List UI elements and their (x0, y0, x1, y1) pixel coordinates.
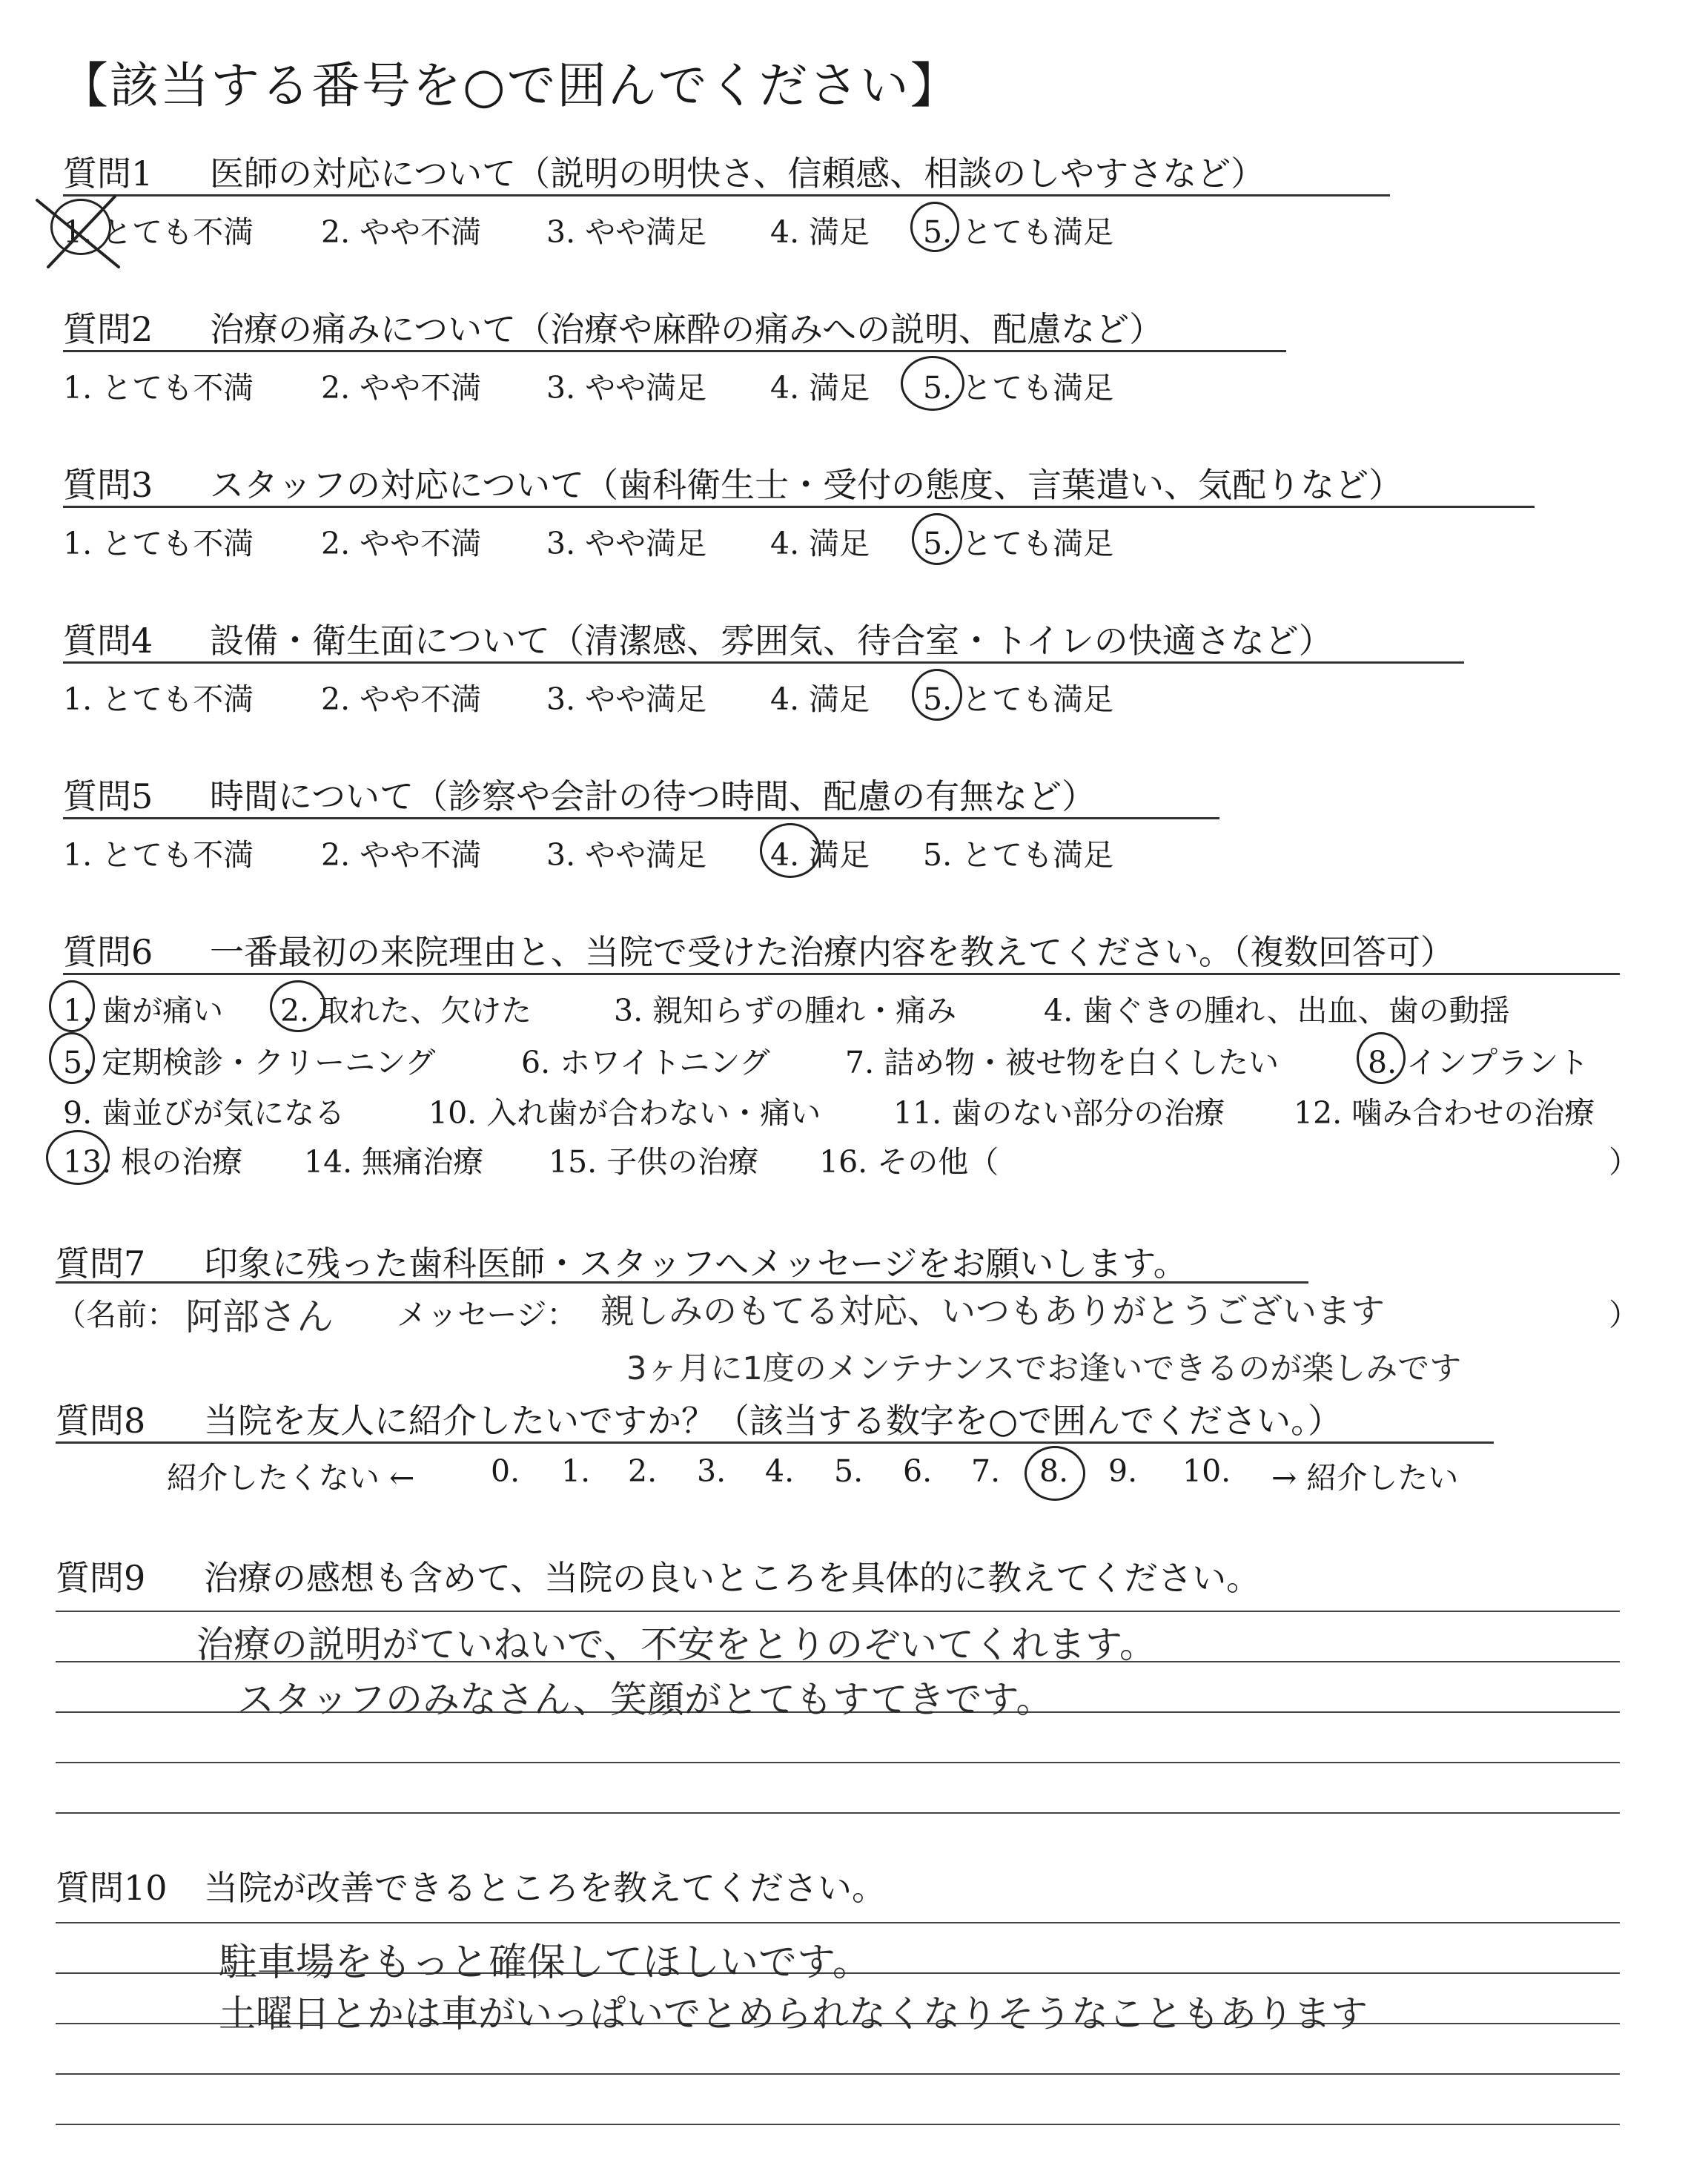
q10-answer-handwritten-line2: 土曜日とかは車がいっぱいでとめられなくなりそうなこともあります (219, 1992, 1368, 2035)
q4-text: 設備・衛生面について（清潔感、雰囲気、待合室・トイレの快適さなど） (210, 621, 1333, 661)
q5-text: 時間について（診察や会計の待つ時間、配慮の有無など） (210, 776, 1096, 816)
q5-option-5[interactable]: 5. とても満足 (923, 837, 1114, 873)
q8-scale-1[interactable]: 1. (561, 1453, 591, 1489)
q1-option-5[interactable]: 5. とても満足 (923, 214, 1114, 250)
q2-option-2[interactable]: 2. やや不満 (321, 370, 482, 406)
q8-scale-9[interactable]: 9. (1108, 1453, 1138, 1489)
q3-underline (63, 506, 1535, 508)
q9-writing-line-4 (56, 1762, 1620, 1763)
q6-underline (63, 973, 1620, 975)
q9-answer-handwritten-line1: 治療の説明がていねいで、不安をとりのぞいてくれます。 (196, 1623, 1156, 1666)
q6-option-10[interactable]: 10. 入れ歯が合わない・痛い (428, 1095, 821, 1131)
q7-name-handwritten: 阿部さん (185, 1295, 334, 1338)
q1-circle-mark (910, 202, 959, 252)
q6-option-14[interactable]: 14. 無痛治療 (304, 1144, 484, 1180)
q8-underline (56, 1441, 1494, 1444)
q3-option-4[interactable]: 4. 満足 (770, 526, 870, 561)
q8-label: 質問8 (56, 1401, 146, 1441)
q10-text: 当院が改善できるところを教えてください。 (204, 1868, 886, 1908)
q10-label: 質問10 (56, 1868, 168, 1908)
q6-option-11[interactable]: 11. 歯のない部分の治療 (893, 1095, 1225, 1131)
q2-underline (63, 350, 1286, 352)
q3-option-1[interactable]: 1. とても不満 (63, 526, 254, 561)
q7-label: 質問7 (56, 1244, 146, 1284)
q3-label: 質問3 (63, 465, 153, 505)
q1-option-3[interactable]: 3. やや満足 (546, 214, 707, 250)
q6-circle-mark-13 (46, 1130, 110, 1185)
q6-other-close: ） (1609, 1144, 1639, 1180)
q6-option-2[interactable]: 2. 取れた、欠けた (280, 993, 532, 1028)
q8-scale-4[interactable]: 4. (765, 1453, 795, 1489)
q8-right-label: → 紹介したい (1271, 1460, 1459, 1496)
q10-writing-line-1 (56, 1922, 1620, 1923)
q7-close-paren: ） (1609, 1297, 1639, 1332)
q6-option-12[interactable]: 12. 噛み合わせの治療 (1294, 1095, 1595, 1131)
q7-underline (56, 1281, 1308, 1284)
q1-label: 質問1 (63, 153, 153, 194)
q10-answer-handwritten-line1: 駐車場をもっと確保してほしいです。 (219, 1941, 871, 1985)
q6-circle-mark-2 (270, 980, 326, 1032)
q3-option-3[interactable]: 3. やや満足 (546, 526, 707, 561)
q5-underline (63, 817, 1219, 819)
q10-writing-line-5 (56, 2124, 1620, 2125)
q9-text: 治療の感想も含めて、当院の良いところを具体的に教えてください。 (204, 1558, 1261, 1598)
q1-option-4[interactable]: 4. 満足 (770, 214, 870, 250)
q4-option-3[interactable]: 3. やや満足 (546, 681, 707, 717)
q6-option-5[interactable]: 5. 定期検診・クリーニング (63, 1045, 436, 1080)
q3-option-2[interactable]: 2. やや不満 (321, 526, 482, 561)
q9-label: 質問9 (56, 1558, 146, 1598)
q6-option-15[interactable]: 15. 子供の治療 (549, 1144, 759, 1180)
q10-writing-line-4 (56, 2073, 1620, 2075)
q8-circle-mark (1025, 1446, 1085, 1501)
q2-option-5[interactable]: 5. とても満足 (923, 370, 1114, 406)
q1-underline (63, 194, 1390, 196)
q8-scale-10[interactable]: 10. (1182, 1453, 1231, 1489)
q1-cross-mark (30, 185, 126, 274)
q4-option-2[interactable]: 2. やや不満 (321, 681, 482, 717)
q6-label: 質問6 (63, 932, 153, 972)
q2-label: 質問2 (63, 309, 153, 349)
q5-option-1[interactable]: 1. とても不満 (63, 837, 254, 873)
q6-option-1[interactable]: 1. 歯が痛い (63, 993, 224, 1028)
q5-option-3[interactable]: 3. やや満足 (546, 837, 707, 873)
q5-circle-mark (760, 823, 821, 878)
q2-option-1[interactable]: 1. とても不満 (63, 370, 254, 406)
q1-text: 医師の対応について（説明の明快さ、信頼感、相談のしやすさなど） (210, 153, 1265, 194)
q4-option-1[interactable]: 1. とても不満 (63, 681, 254, 717)
q1-option-2[interactable]: 2. やや不満 (321, 214, 482, 250)
q9-writing-line-5 (56, 1812, 1620, 1814)
q6-circle-mark-1 (49, 980, 95, 1032)
page-title: 【該当する番号を○で囲んでください】 (59, 57, 961, 114)
q8-left-label: 紹介したくない ← (167, 1460, 415, 1496)
q4-underline (63, 661, 1464, 664)
q6-option-4[interactable]: 4. 歯ぐきの腫れ、出血、歯の動揺 (1044, 993, 1510, 1028)
q2-option-4[interactable]: 4. 満足 (770, 370, 870, 406)
q8-scale-7[interactable]: 7. (971, 1453, 1001, 1489)
q5-label: 質問5 (63, 776, 153, 816)
q6-text: 一番最初の来院理由と、当院で受けた治療内容を教えてください。（複数回答可） (210, 932, 1454, 972)
q2-option-3[interactable]: 3. やや満足 (546, 370, 707, 406)
q3-option-5[interactable]: 5. とても満足 (923, 526, 1114, 561)
q5-option-4[interactable]: 4. 満足 (770, 837, 870, 873)
q6-option-7[interactable]: 7. 詰め物・被せ物を白くしたい (845, 1045, 1280, 1080)
q7-message-handwritten-line2: 3ヶ月に1度のメンテナンスでお逢いできるのが楽しみです (626, 1350, 1462, 1387)
q8-scale-0[interactable]: 0. (491, 1453, 520, 1489)
q7-name-label: （名前： (56, 1297, 177, 1332)
q6-option-3[interactable]: 3. 親知らずの腫れ・痛み (614, 993, 957, 1028)
q8-text: 当院を友人に紹介したいですか？（該当する数字を○で囲んでください。） (204, 1401, 1343, 1441)
q6-option-9[interactable]: 9. 歯並びが気になる (63, 1095, 345, 1131)
q8-scale-8[interactable]: 8. (1039, 1453, 1069, 1489)
q4-option-4[interactable]: 4. 満足 (770, 681, 870, 717)
q6-option-16[interactable]: 16. その他（ (819, 1144, 999, 1180)
q6-circle-mark-5 (49, 1032, 95, 1084)
q3-text: スタッフの対応について（歯科衛生士・受付の態度、言葉遣い、気配りなど） (210, 465, 1403, 505)
q8-scale-5[interactable]: 5. (834, 1453, 864, 1489)
q6-option-8[interactable]: 8. インプラント (1368, 1045, 1589, 1080)
q6-option-13[interactable]: 13. 根の治療 (63, 1144, 243, 1180)
q4-option-5[interactable]: 5. とても満足 (923, 681, 1114, 717)
q8-scale-2[interactable]: 2. (628, 1453, 658, 1489)
q4-circle-mark (912, 669, 962, 721)
q6-option-6[interactable]: 6. ホワイトニング (521, 1045, 770, 1080)
q7-message-handwritten-line1: 親しみのもてる対応、いつもありがとうございます (600, 1291, 1385, 1331)
q7-text: 印象に残った歯科医師・スタッフへメッセージをお願いします。 (204, 1244, 1188, 1284)
q2-circle-mark (901, 356, 964, 411)
q6-circle-mark-8 (1357, 1032, 1406, 1084)
q4-label: 質問4 (63, 621, 153, 661)
q5-option-2[interactable]: 2. やや不満 (321, 837, 482, 873)
q1-option-1[interactable]: 1. とても不満 (63, 214, 254, 250)
q8-scale-6[interactable]: 6. (903, 1453, 933, 1489)
q8-scale-3[interactable]: 3. (697, 1453, 726, 1489)
q9-writing-line-1 (56, 1611, 1620, 1612)
q3-circle-mark (912, 513, 962, 565)
q9-answer-handwritten-line2: スタッフのみなさん、笑顔がとてもすてきです。 (237, 1678, 1053, 1721)
q2-text: 治療の痛みについて（治療や麻酔の痛みへの説明、配慮など） (210, 309, 1164, 349)
q7-message-label: メッセージ： (397, 1297, 577, 1332)
